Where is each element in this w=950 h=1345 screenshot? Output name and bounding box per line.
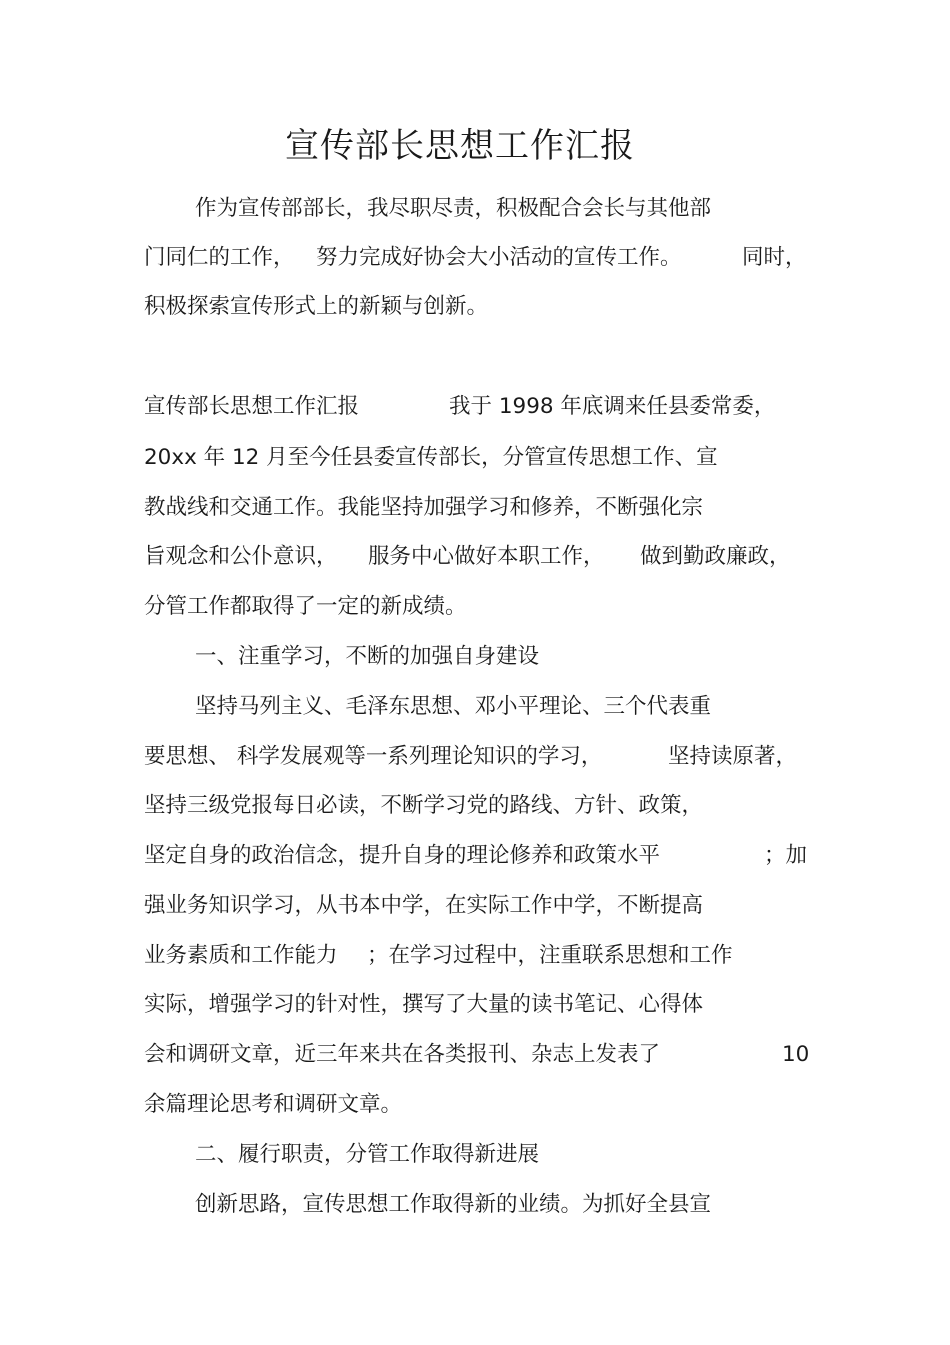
section-heading — [0, 1138, 950, 1172]
text-segment: 一、注重学习，不断的加强自身建设 — [195, 644, 540, 669]
body-line — [0, 390, 950, 424]
text-segment: 做到勤政廉政， — [640, 544, 791, 569]
body-line — [0, 889, 950, 923]
body-line — [0, 590, 950, 624]
text-segment: 20xx 年 12 月至今任县委宣传部长，分管宣传思想工作、宣 — [144, 445, 718, 470]
body-line — [0, 290, 950, 324]
text-segment: 实际，增强学习的针对性，撰写了大量的读书笔记、心得体 — [144, 992, 704, 1017]
text-segment: 会和调研文章，近三年来共在各类报刊、杂志上发表了 — [144, 1042, 661, 1067]
text-segment: 我于 1998 年底调来任县委常委， — [449, 394, 776, 419]
text-segment: 分管工作都取得了一定的新成绩。 — [144, 594, 467, 619]
body-line — [0, 441, 950, 475]
body-line — [0, 839, 950, 873]
text-segment: 余篇理论思考和调研文章。 — [144, 1092, 403, 1117]
body-line — [0, 939, 950, 973]
body-line — [0, 491, 950, 525]
text-segment: 宣传部长思想工作汇报 — [144, 394, 360, 419]
body-line — [0, 1038, 950, 1072]
text-segment: 同时， — [742, 245, 807, 270]
text-segment: 二、履行职责，分管工作取得新进展 — [195, 1142, 540, 1167]
text-segment: 创新思路，宣传思想工作取得新的业绩。为抓好全县宣 — [195, 1192, 712, 1217]
body-line — [0, 241, 950, 275]
section-heading — [0, 640, 950, 674]
body-line — [0, 789, 950, 823]
document-title: 宣传部长思想工作汇报 — [285, 126, 635, 166]
text-segment: 坚持读原著， — [668, 744, 798, 769]
text-segment: 努力完成好协会大小活动的宣传工作。 — [316, 245, 682, 270]
text-segment: 10 — [782, 1042, 810, 1067]
text-segment: 坚持马列主义、毛泽东思想、邓小平理论、三个代表重 — [195, 694, 712, 719]
body-line — [0, 690, 950, 724]
text-segment: ；加 — [764, 843, 808, 868]
body-line — [0, 988, 950, 1022]
text-segment: 门同仁的工作， — [144, 245, 295, 270]
text-segment: ；在学习过程中，注重联系思想和工作 — [367, 943, 733, 968]
text-segment: 作为宣传部部长，我尽职尽责，积极配合会长与其他部 — [195, 196, 712, 221]
text-segment: 旨观念和公仆意识， — [144, 544, 338, 569]
body-line — [0, 740, 950, 774]
text-segment: 业务素质和工作能力 — [144, 943, 338, 968]
text-segment: 强业务知识学习，从书本中学，在实际工作中学，不断提高 — [144, 893, 704, 918]
text-segment: 服务中心做好本职工作， — [368, 544, 605, 569]
text-segment: 坚定自身的政治信念，提升自身的理论修养和政策水平 — [144, 843, 661, 868]
body-line — [0, 540, 950, 574]
text-segment: 坚持三级党报每日必读，不断学习党的路线、方针、政策， — [144, 793, 704, 818]
text-segment: 积极探索宣传形式上的新颖与创新。 — [144, 294, 489, 319]
body-line — [0, 192, 950, 226]
body-line — [0, 1088, 950, 1122]
text-segment: 教战线和交通工作。我能坚持加强学习和修养，不断强化宗 — [144, 495, 704, 520]
text-segment: 要思想、 科学发展观等一系列理论知识的学习， — [144, 744, 603, 769]
body-line — [0, 1188, 950, 1222]
